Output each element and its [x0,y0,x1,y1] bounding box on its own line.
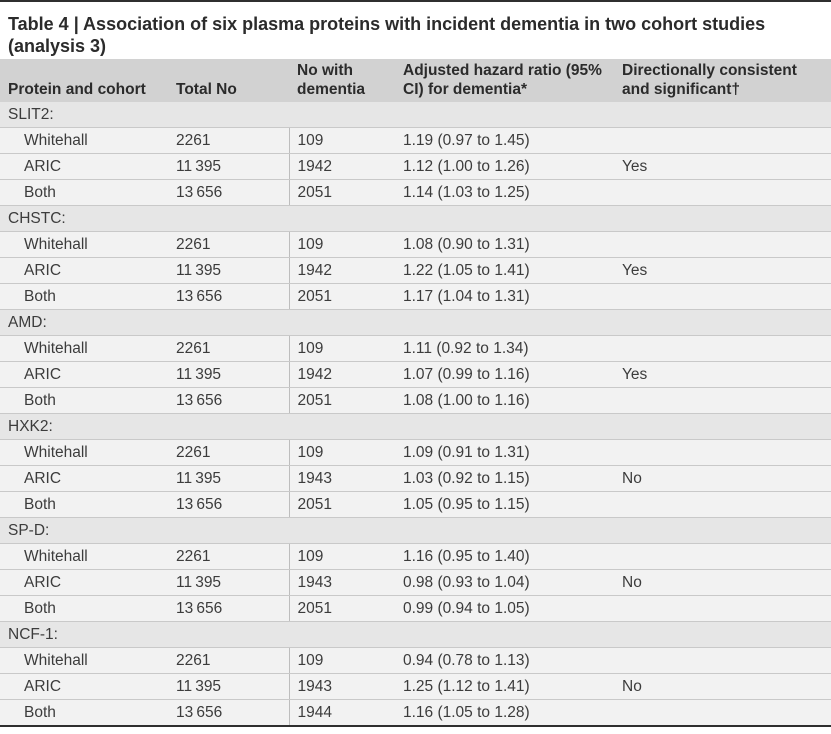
consistent-cell [614,492,831,518]
dementia-count-cell: 1942 [289,258,395,284]
header-row [0,59,831,102]
cohort-cell: Whitehall [0,648,168,674]
table-row [0,596,831,622]
hazard-ratio-cell: 0.99 (0.94 to 1.05) [395,596,614,622]
table-row [0,180,831,206]
cohort-cell: Both [0,284,168,310]
dementia-count-cell: 1943 [289,674,395,700]
cohort-cell: Whitehall [0,544,168,570]
header-protein-cohort: Protein and cohort [0,59,168,102]
hazard-ratio-cell: 0.98 (0.93 to 1.04) [395,570,614,596]
consistent-cell [614,180,831,206]
table-header [0,59,831,102]
total-no-cell: 13 656 [168,596,289,622]
cohort-cell: ARIC [0,362,168,388]
header-total-no: Total No [168,59,289,102]
consistent-cell: Yes [614,362,831,388]
table-row [0,388,831,414]
dementia-count-cell: 1942 [289,154,395,180]
cohort-cell: Both [0,596,168,622]
consistent-cell: No [614,674,831,700]
total-no-cell: 13 656 [168,700,289,727]
table-row [0,336,831,362]
protein-group-row [0,518,831,544]
data-table [0,59,831,727]
hazard-ratio-cell: 1.08 (0.90 to 1.31) [395,232,614,258]
table-row [0,674,831,700]
consistent-cell: Yes [614,258,831,284]
table-row [0,544,831,570]
header-consistent: Directionally consistent and significant† [614,59,831,102]
consistent-cell: No [614,466,831,492]
consistent-cell [614,284,831,310]
dementia-count-cell: 1943 [289,466,395,492]
hazard-ratio-cell: 1.07 (0.99 to 1.16) [395,362,614,388]
total-no-cell: 11 395 [168,466,289,492]
dementia-count-cell: 1944 [289,700,395,727]
dementia-count-cell: 2051 [289,284,395,310]
total-no-cell: 13 656 [168,284,289,310]
hazard-ratio-cell: 0.94 (0.78 to 1.13) [395,648,614,674]
consistent-cell: Yes [614,154,831,180]
protein-group-row [0,102,831,128]
hazard-ratio-cell: 1.14 (1.03 to 1.25) [395,180,614,206]
total-no-cell: 11 395 [168,258,289,284]
table-row [0,258,831,284]
table-row [0,154,831,180]
header-hazard-ratio: Adjusted hazard ratio (95% CI) for dementia* [395,59,614,102]
consistent-cell: No [614,570,831,596]
total-no-cell: 2261 [168,128,289,154]
protein-name: HXK2: [0,414,831,440]
table-caption: Table 4 | Association of six plasma proteins with incident dementia in two cohort studies (analysis 3) [0,0,831,59]
hazard-ratio-cell: 1.17 (1.04 to 1.31) [395,284,614,310]
cohort-cell: Both [0,388,168,414]
cohort-cell: Both [0,180,168,206]
total-no-cell: 13 656 [168,492,289,518]
cohort-cell: ARIC [0,674,168,700]
dementia-count-cell: 1943 [289,570,395,596]
dementia-count-cell: 109 [289,128,395,154]
table-row [0,466,831,492]
consistent-cell [614,700,831,727]
total-no-cell: 11 395 [168,570,289,596]
hazard-ratio-cell: 1.12 (1.00 to 1.26) [395,154,614,180]
cohort-cell: ARIC [0,258,168,284]
total-no-cell: 13 656 [168,388,289,414]
table-row [0,232,831,258]
total-no-cell: 2261 [168,440,289,466]
table-body [0,102,831,726]
hazard-ratio-cell: 1.16 (0.95 to 1.40) [395,544,614,570]
consistent-cell [614,648,831,674]
consistent-cell [614,128,831,154]
total-no-cell: 2261 [168,336,289,362]
total-no-cell: 2261 [168,544,289,570]
table-row [0,440,831,466]
consistent-cell [614,596,831,622]
consistent-cell [614,544,831,570]
protein-group-row [0,414,831,440]
cohort-cell: Whitehall [0,128,168,154]
dementia-count-cell: 2051 [289,596,395,622]
dementia-count-cell: 2051 [289,180,395,206]
dementia-count-cell: 109 [289,232,395,258]
hazard-ratio-cell: 1.08 (1.00 to 1.16) [395,388,614,414]
protein-group-row [0,622,831,648]
dementia-count-cell: 109 [289,440,395,466]
cohort-cell: Whitehall [0,440,168,466]
consistent-cell [614,336,831,362]
total-no-cell: 11 395 [168,362,289,388]
total-no-cell: 2261 [168,232,289,258]
protein-name: CHSTC: [0,206,831,232]
protein-name: SP-D: [0,518,831,544]
table-row [0,700,831,727]
cohort-cell: Both [0,700,168,727]
hazard-ratio-cell: 1.16 (1.05 to 1.28) [395,700,614,727]
hazard-ratio-cell: 1.19 (0.97 to 1.45) [395,128,614,154]
dementia-count-cell: 2051 [289,388,395,414]
table-row [0,284,831,310]
hazard-ratio-cell: 1.11 (0.92 to 1.34) [395,336,614,362]
hazard-ratio-cell: 1.03 (0.92 to 1.15) [395,466,614,492]
protein-name: NCF-1: [0,622,831,648]
protein-group-row [0,310,831,336]
header-no-with-dementia: No with dementia [289,59,395,102]
total-no-cell: 11 395 [168,674,289,700]
dementia-count-cell: 1942 [289,362,395,388]
cohort-cell: Both [0,492,168,518]
table-row [0,570,831,596]
dementia-count-cell: 109 [289,336,395,362]
hazard-ratio-cell: 1.05 (0.95 to 1.15) [395,492,614,518]
hazard-ratio-cell: 1.22 (1.05 to 1.41) [395,258,614,284]
protein-name: SLIT2: [0,102,831,128]
dementia-count-cell: 2051 [289,492,395,518]
cohort-cell: Whitehall [0,232,168,258]
consistent-cell [614,440,831,466]
total-no-cell: 11 395 [168,154,289,180]
table-row [0,648,831,674]
hazard-ratio-cell: 1.09 (0.91 to 1.31) [395,440,614,466]
total-no-cell: 2261 [168,648,289,674]
protein-group-row [0,206,831,232]
total-no-cell: 13 656 [168,180,289,206]
cohort-cell: ARIC [0,154,168,180]
cohort-cell: Whitehall [0,336,168,362]
consistent-cell [614,232,831,258]
protein-name: AMD: [0,310,831,336]
table-row [0,362,831,388]
cohort-cell: ARIC [0,570,168,596]
cohort-cell: ARIC [0,466,168,492]
table-row [0,492,831,518]
dementia-count-cell: 109 [289,544,395,570]
dementia-count-cell: 109 [289,648,395,674]
table-row [0,128,831,154]
hazard-ratio-cell: 1.25 (1.12 to 1.41) [395,674,614,700]
consistent-cell [614,388,831,414]
